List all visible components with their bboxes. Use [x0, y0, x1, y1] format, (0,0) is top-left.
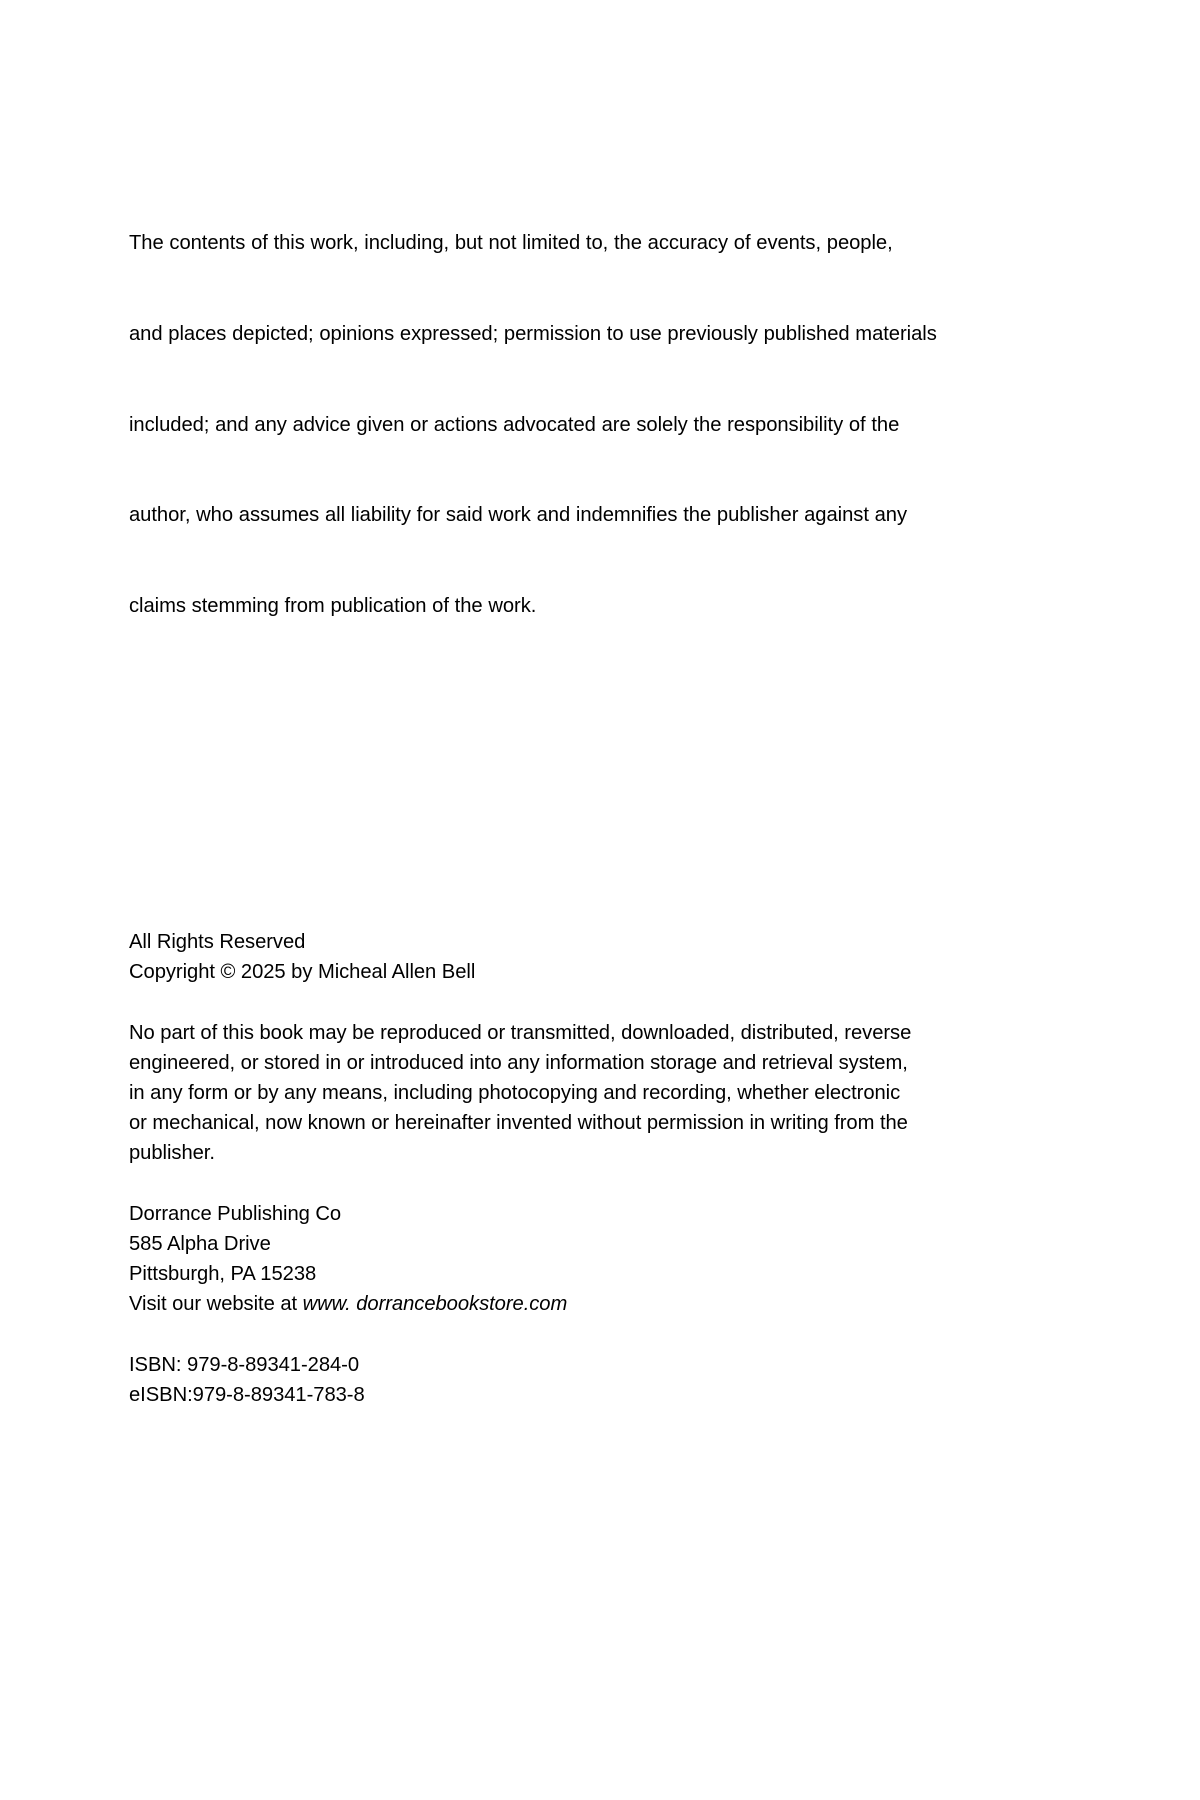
- copyright-notice-line: Copyright © 2025 by Micheal Allen Bell: [129, 961, 476, 984]
- publisher-street: 585 Alpha Drive: [129, 1233, 271, 1255]
- reproduction-notice-line-2: engineered, or stored in or introduced into any information storage and retrieval system,: [129, 1051, 908, 1074]
- block-spacer-2: [129, 1169, 921, 1199]
- disclaimer-line-4: author, who assumes all liability for said work and indemnifies the publisher against any: [129, 504, 908, 527]
- block-spacer-1: [129, 987, 921, 1017]
- rights-and-publisher-block: [129, 927, 921, 1410]
- publisher-city-state-zip: Pittsburgh, PA 15238: [129, 1263, 317, 1286]
- disclaimer-paragraph: [129, 168, 937, 681]
- reproduction-notice-line-4: or mechanical, now known or hereinafter invented without permission in writing from the: [129, 1112, 908, 1135]
- website-url[interactable]: www. dorrancebookstore.com: [302, 1293, 568, 1316]
- disclaimer-line-5: claims stemming from publication of the work.: [129, 594, 537, 617]
- disclaimer-line-3: included; and any advice given or actions advocated are solely the responsibility of the: [129, 413, 900, 436]
- reproduction-notice-line-3: in any form or by any means, including photocopying and recording, whether electronic: [129, 1082, 901, 1104]
- eisbn-line: eISBN:979-8-89341-783-8: [129, 1384, 365, 1406]
- disclaimer-line-2: and places depicted; opinions expressed; permission to use previously published materials: [129, 323, 937, 346]
- publisher-name: Dorrance Publishing Co: [129, 1202, 342, 1225]
- isbn-line: ISBN: 979-8-89341-284-0: [129, 1353, 360, 1376]
- reproduction-notice-line-1: No part of this book may be reproduced or transmitted, downloaded, distributed, reverse: [129, 1021, 912, 1044]
- all-rights-reserved-line: All Rights Reserved: [129, 931, 306, 953]
- website-prefix-label: Visit our website at: [129, 1293, 303, 1316]
- block-spacer-3: [129, 1320, 921, 1350]
- publisher-website-line: [129, 1289, 921, 1319]
- disclaimer-line-1: The contents of this work, including, but not limited to, the accuracy of events, people,: [129, 232, 893, 255]
- reproduction-notice-line-5: publisher.: [129, 1142, 215, 1165]
